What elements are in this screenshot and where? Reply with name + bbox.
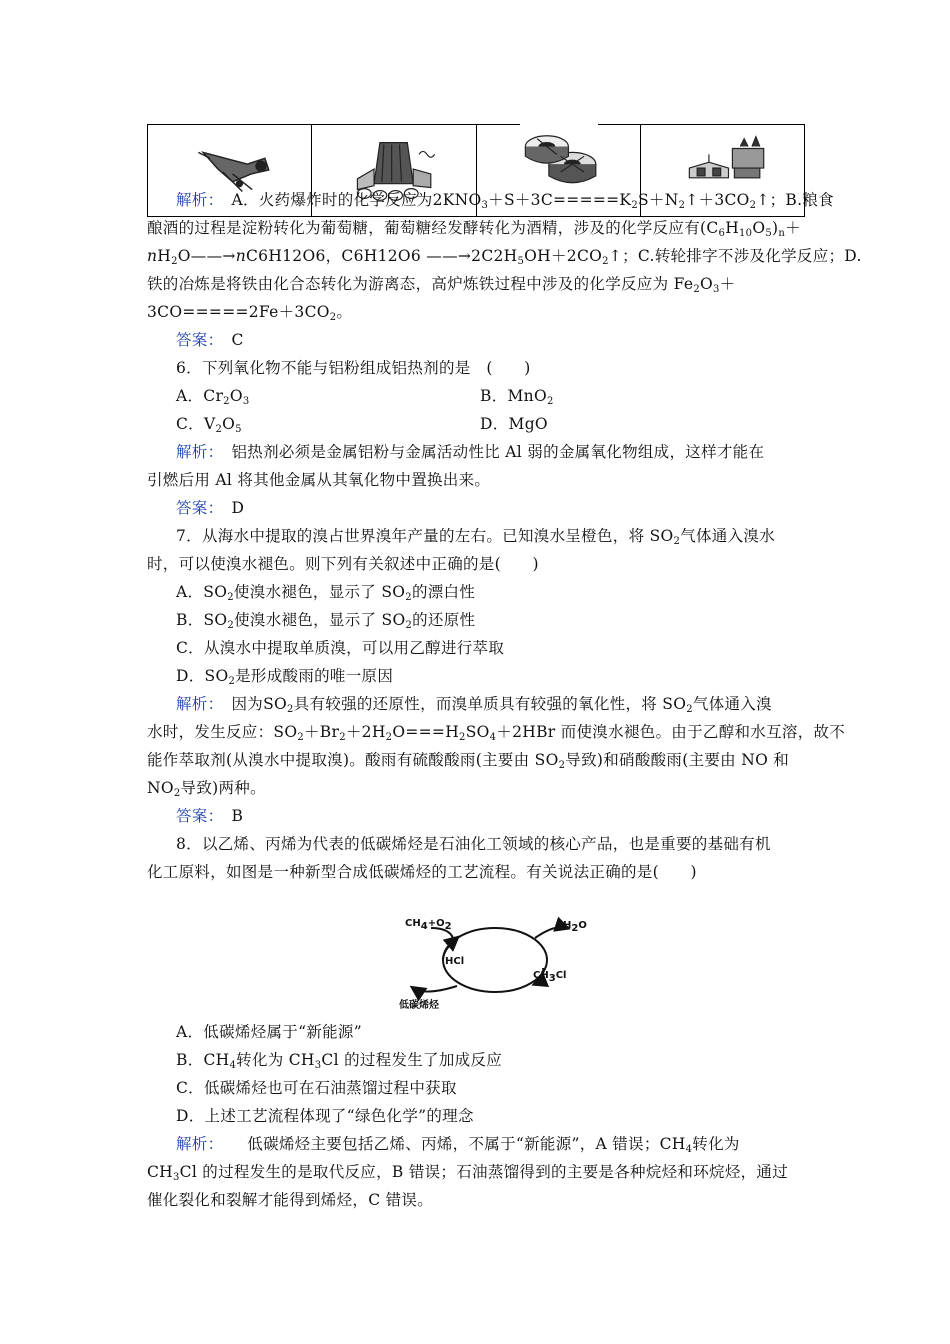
text: 气体通入溴	[692, 695, 772, 713]
text: ＋2H	[345, 723, 386, 741]
q5-analysis-label: 解析：	[176, 191, 216, 209]
text: 7．从海水中提取的溴占世界溴年产量的左右。已知溴水呈橙色，将 SO	[176, 527, 674, 545]
q7-option-c: C．从溴水中提取单质溴，可以用乙醇进行萃取	[176, 639, 505, 657]
text: 的还原性	[412, 611, 476, 629]
text: ↑；C.转轮排字不涉及化学反应；D.	[608, 247, 862, 265]
text: )	[772, 219, 779, 237]
subscript: n	[778, 228, 786, 239]
q6-analysis-line-2: 引燃后用 Al 将其他金属从其氧化物中置换出来。	[147, 471, 491, 489]
q7-analysis-line-4	[147, 778, 807, 804]
answer-label: 答案：	[176, 807, 216, 825]
q6-answer	[176, 498, 806, 518]
text: O	[222, 415, 236, 433]
q7-analysis-line-3	[147, 750, 807, 776]
text: O===H	[392, 723, 460, 741]
text: 的漂白性	[411, 583, 476, 601]
subscript: 3	[242, 396, 250, 407]
answer-label: 答案：	[176, 331, 216, 349]
subscript: 4	[229, 1060, 237, 1071]
text: B．SO	[176, 611, 228, 629]
text: 使溴水褪色，显示了 SO	[234, 611, 406, 629]
text: 因为SO	[231, 695, 287, 713]
q6-option-d: D．MgO	[480, 415, 548, 433]
q8-stem-line-2: 化工原料，如图是一种新型合成低碳烯烃的工艺流程。有关说法正确的是( )	[147, 863, 697, 881]
q7-option-a	[176, 582, 806, 608]
text: H	[157, 247, 172, 265]
q7-answer	[176, 806, 806, 826]
subscript: 2	[228, 676, 236, 687]
analysis-label: 解析：	[176, 443, 216, 461]
q8-option-a: A．低碳烯烃属于“新能源”	[176, 1023, 362, 1041]
diagram-label-olefins: 低碳烯烃	[399, 1000, 439, 1011]
text: H	[563, 920, 572, 931]
answer-value: B	[231, 807, 244, 825]
q5-analysis-line-4	[147, 274, 807, 300]
text: 酿酒的过程是淀粉转化为葡萄糖，葡萄糖经发酵转化为酒精，涉及的化学反应有(C	[147, 219, 719, 237]
text: 能作萃取剂(从溴水中提取溴)。酸雨有硫酸酸雨(主要由 SO	[147, 751, 559, 769]
text: +O	[427, 918, 445, 929]
subscript: 2	[297, 732, 304, 743]
q6-options-row-2	[176, 414, 806, 440]
text: ＋2HBr 而使溴水褪色。由于乙醇和水互溶，故不	[496, 723, 846, 741]
text: OH＋2CO	[524, 247, 603, 265]
text: D．SO	[176, 667, 229, 685]
q5-answer	[176, 330, 806, 350]
subscript: 2	[405, 592, 412, 603]
text: O	[699, 275, 713, 293]
text: O	[229, 387, 243, 405]
q6-option-b	[480, 386, 554, 412]
subscript: 3	[548, 973, 556, 984]
subscript: 2	[546, 396, 554, 407]
process-cycle-diagram	[395, 910, 585, 1010]
text: Cl	[555, 970, 567, 981]
subscript: 2	[459, 732, 466, 743]
text: CH	[147, 1163, 173, 1181]
subscript: 2	[693, 284, 700, 295]
analysis-label: 解析：	[176, 695, 216, 713]
text: O	[578, 920, 587, 931]
q5-analysis-line-3	[147, 246, 862, 272]
subscript: 2	[329, 312, 337, 323]
subscript: 3	[314, 1060, 322, 1071]
subscript: 5	[235, 424, 242, 435]
subscript: 6	[718, 228, 726, 239]
text: ↑＋3CO	[685, 191, 750, 209]
subscript: 2	[444, 921, 452, 932]
text: NO	[147, 779, 174, 797]
text: B．MnO	[480, 387, 547, 405]
q8-stem-line-1: 8．以乙烯、丙烯为代表的低碳烯烃是石油化工领域的核心产品，也是重要的基础有机	[176, 835, 771, 853]
subscript: 2	[749, 200, 757, 211]
text: 3CO=====2Fe＋3CO	[147, 303, 330, 321]
diagram-label-hcl: HCl	[445, 956, 465, 967]
diagram-label-reactants	[405, 918, 452, 932]
q8-option-d: D．上述工艺流程体现了“绿色化学”的理念	[176, 1107, 474, 1125]
q8-analysis-line-2	[147, 1162, 807, 1188]
text: ＋	[719, 275, 736, 293]
subscript: 4	[420, 921, 428, 932]
text: A．Cr	[176, 387, 224, 405]
text: 气体通入溴水	[680, 527, 776, 545]
q5-analysis-line-1	[176, 190, 834, 216]
subscript: 3	[481, 200, 489, 211]
q6-option-c	[176, 415, 242, 433]
subscript: 2	[673, 536, 681, 547]
text: CH	[533, 970, 549, 981]
text: O——→	[177, 247, 236, 265]
answer-label: 答案：	[176, 499, 216, 517]
text: 铝热剂必须是金属铝粉与金属活动性比 Al 弱的金属氧化物组成，这样才能在	[231, 443, 765, 461]
text: ＋S＋3C=====K	[488, 191, 632, 209]
text: C6H12O6，C6H12O6 ——→2C2H	[246, 247, 518, 265]
text: A．火药爆炸时的化学反应为2KNO	[231, 191, 482, 209]
q6-stem: 6．下列氧化物不能与铝粉组成铝热剂的是 ( )	[176, 359, 531, 377]
q8-option-c: C．低碳烯烃也可在石油蒸馏过程中获取	[176, 1079, 457, 1097]
text: 低碳烯烃主要包括乙烯、丙烯，不属于“新能源”，A 错误；CH	[247, 1135, 686, 1153]
answer-value: C	[231, 331, 244, 349]
q6-analysis-line-1	[176, 442, 806, 462]
subscript: 3	[172, 1172, 180, 1183]
q6-option-a	[176, 387, 250, 405]
text: 导致)两种。	[180, 779, 266, 797]
text: O	[752, 219, 766, 237]
subscript: 5	[517, 256, 525, 267]
text: 使溴水褪色，显示了 SO	[233, 583, 406, 601]
text: ↑；B.粮食	[756, 191, 834, 209]
text: H	[725, 219, 740, 237]
text: A．SO	[176, 583, 228, 601]
q7-stem-line-1	[176, 526, 806, 552]
text: 是形成酸雨的唯一原因	[235, 667, 394, 685]
subscript: 2	[385, 732, 393, 743]
q8-option-b	[176, 1050, 806, 1076]
answer-value: D	[231, 499, 245, 517]
subscript: 2	[215, 424, 223, 435]
analysis-label: 解析：	[176, 1135, 216, 1153]
text: 水时，发生反应：SO	[147, 723, 298, 741]
text: 。	[336, 303, 353, 321]
text: 具有较强的还原性，而溴单质具有较强的氧化性，将 SO	[293, 695, 687, 713]
q8-analysis-line-3: 催化裂化和裂解才能得到烯烃，C 错误。	[147, 1191, 433, 1209]
subscript: 2	[678, 200, 686, 211]
subscript: 2	[571, 923, 579, 934]
subscript: 2	[227, 620, 235, 631]
text: 导致)和硝酸酸雨(主要由 NO 和	[565, 751, 790, 769]
text: Cl 的过程发生了加成反应	[321, 1051, 503, 1069]
text: ＋Br	[304, 723, 340, 741]
subscript: 2	[558, 760, 566, 771]
subscript: 2	[227, 592, 234, 603]
text: ＋	[785, 219, 801, 237]
subscript: 2	[405, 620, 413, 631]
text: 转化为 CH	[236, 1051, 315, 1069]
text: SO	[465, 723, 490, 741]
text: 铁的冶炼是将铁由化合态转化为游离态，高炉炼铁过程中涉及的化学反应为 Fe	[147, 275, 694, 293]
subscript: 2	[631, 200, 638, 211]
subscript: 2	[602, 256, 609, 267]
q7-analysis-line-2	[147, 722, 846, 748]
q7-analysis-line-1	[176, 694, 806, 720]
subscript: 3	[713, 284, 720, 295]
q7-option-d	[176, 666, 806, 692]
subscript: 2	[171, 256, 178, 267]
subscript: 2	[173, 788, 181, 799]
text: Cl 的过程发生的是取代反应，B 错误；石油蒸馏得到的主要是各种烷烃和环烷烃，通过	[179, 1163, 789, 1181]
table-notch	[520, 120, 598, 126]
subscript: 5	[765, 228, 773, 239]
subscript: 2	[223, 396, 230, 407]
text: CH	[405, 918, 421, 929]
q5-analysis-line-5	[147, 302, 807, 328]
text: 转化为	[692, 1135, 740, 1153]
q6-options-row-1	[176, 386, 806, 412]
text: S＋N	[637, 191, 679, 209]
diagram-label-water	[563, 920, 587, 934]
italic-text: n	[147, 247, 158, 265]
subscript: 2	[339, 732, 346, 743]
q5-analysis-line-2	[147, 218, 807, 244]
subscript: 2	[686, 704, 693, 715]
italic-text: n	[235, 247, 246, 265]
text: B．CH	[176, 1051, 230, 1069]
subscript: 4	[489, 732, 497, 743]
q7-option-b	[176, 610, 806, 636]
subscript: 10	[739, 228, 753, 239]
subscript: 2	[287, 704, 294, 715]
q7-stem-line-2: 时，可以使溴水褪色。则下列有关叙述中正确的是( )	[147, 555, 539, 573]
q8-analysis-line-1	[176, 1134, 806, 1160]
subscript: 4	[685, 1144, 693, 1155]
text: C．V	[176, 415, 216, 433]
diagram-label-ch3cl	[533, 970, 566, 984]
